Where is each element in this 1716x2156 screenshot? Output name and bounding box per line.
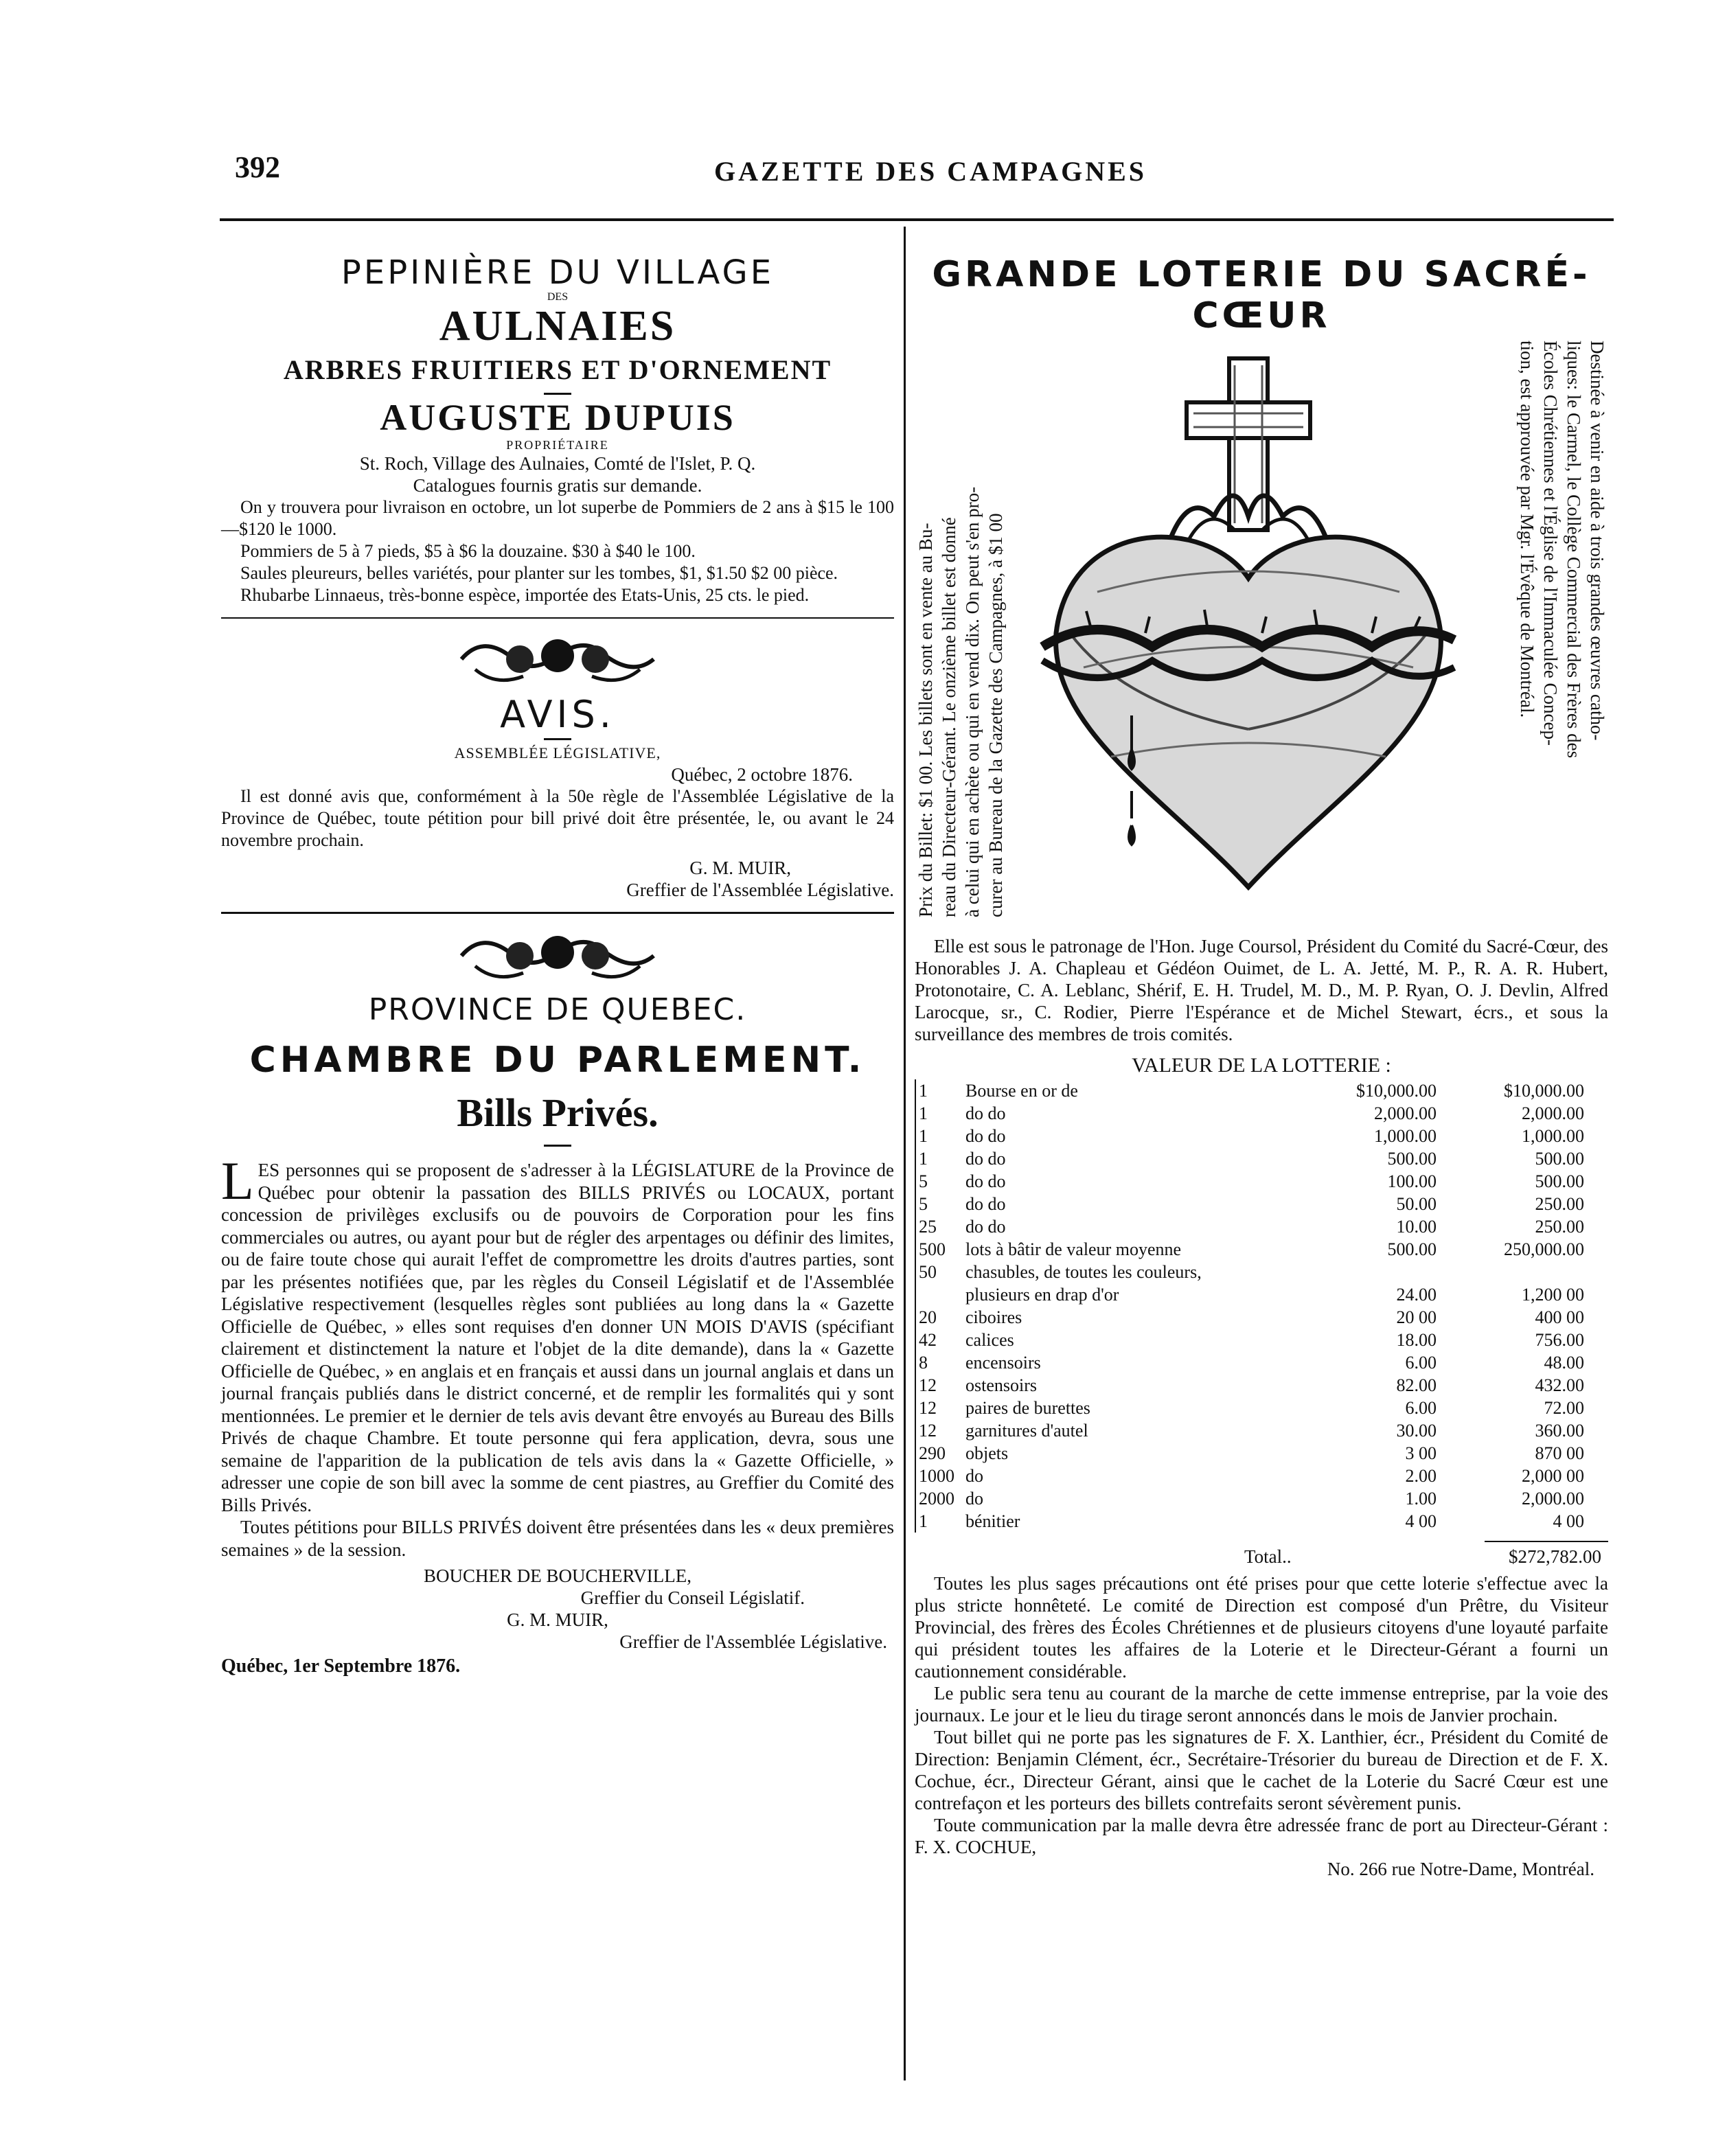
- lottery-row: [915, 1170, 1587, 1193]
- lottery-row-qty: 2000: [915, 1487, 963, 1510]
- lottery-row: [915, 1397, 1587, 1419]
- lottery-side-text-left: Prix du Billet: $1 00. Les billets sont en vente au Bu-: [915, 523, 936, 917]
- lottery-row-qty: [915, 1283, 963, 1306]
- lottery-row-unit: 3 00: [1405, 1443, 1437, 1463]
- lottery-patronage: Elle est sous le patronage de l'Hon. Juge Coursol, Président du Comité du Sacré-Cœur, des Honorables J. A. Chapleau et Gédéon Ouimet, de L. A. Jetté, M. P., R. A. R. Hubert, Protonotaire, C. A. Leblanc, Shérif, E. H. Trudel, M. D., M. P. Ryan, O. J. Devlin, Alfred Larocque, sr., C. Rodier, Pierre l'Espérance et de Michel Stewart, écrs., et sous la surveillance des membres de trois comités.: [915, 936, 1608, 1044]
- lottery-row-qty: 12: [915, 1419, 963, 1442]
- lottery-row: [915, 1419, 1587, 1442]
- lottery-row-total: 48.00: [1544, 1353, 1584, 1373]
- lottery-para1: Toutes les plus sages précautions ont été prises pour que cette loterie s'effectue avec la plus stricte honnêteté. Le comité de Direction est composé d'un Prêtre, du Visiteur Provincial, des frères des Écoles Chrétiennes et de plusieurs citoyens d'une loyauté parfaite qui président toutes les affaires de la Loterie et le Directeur-Gérant a fourni un cautionnement considérable.: [915, 1573, 1608, 1682]
- bills-sig1: BOUCHER DE BOUCHERVILLE,: [423, 1566, 692, 1586]
- lottery-row: [915, 1238, 1587, 1261]
- lottery-row-total: 250.00: [1535, 1217, 1584, 1237]
- lottery-row-qty: 1: [915, 1125, 963, 1147]
- lottery-row-desc: do do: [965, 1103, 1006, 1123]
- floral-ornament: [455, 925, 661, 987]
- lottery-row-unit: 50.00: [1396, 1194, 1437, 1214]
- lottery-row-desc: Bourse en or de: [965, 1081, 1078, 1101]
- lottery-address: No. 266 rue Notre-Dame, Montréal.: [1327, 1859, 1594, 1879]
- separator-rule: [221, 912, 894, 914]
- lottery-row: [915, 1329, 1587, 1351]
- bills-dash: [544, 1145, 571, 1147]
- avis-signature-title: Greffier de l'Assemblée Législative.: [626, 880, 894, 900]
- lottery-row-unit: 6.00: [1405, 1398, 1437, 1418]
- lottery-row-desc: ciboires: [965, 1307, 1022, 1327]
- bills-body-2: Toutes pétitions pour BILLS PRIVÉS doivent être présentées dans les « deux premières semaines » de la session.: [221, 1517, 894, 1560]
- lottery-row: [915, 1510, 1587, 1533]
- lottery-row-qty: 42: [915, 1329, 963, 1351]
- lottery-row-desc: calices: [965, 1330, 1014, 1350]
- lottery-total-row: [915, 1545, 1608, 1572]
- lottery-row-qty: 20: [915, 1306, 963, 1329]
- lottery-row-total: 360.00: [1535, 1421, 1584, 1441]
- bills-title: Bills Privés.: [457, 1090, 659, 1135]
- lottery-row: [915, 1215, 1587, 1238]
- lottery-row: [915, 1147, 1587, 1170]
- lottery-row-qty: 1: [915, 1510, 963, 1533]
- lottery-row-unit: 1.00: [1405, 1489, 1437, 1509]
- lottery-row-unit: 500.00: [1387, 1239, 1437, 1259]
- nursery-dash: [544, 393, 571, 395]
- bills-drop-cap: L: [221, 1151, 254, 1211]
- lottery-row-desc: ostensoirs: [965, 1375, 1037, 1395]
- lottery-row: [915, 1283, 1587, 1306]
- lottery-row: [915, 1079, 1587, 1102]
- lottery-row-qty: 5: [915, 1193, 963, 1215]
- lottery-row-desc: lots à bâtir de valeur moyenne: [965, 1239, 1182, 1259]
- nursery-owner: AUGUSTE DUPUIS: [380, 397, 735, 438]
- sacred-heart-illustration: [1029, 345, 1468, 908]
- lottery-row-qty: 1000: [915, 1465, 963, 1487]
- nursery-item: On y trouvera pour livraison en octobre, un lot superbe de Pommiers de 2 ans à $15 le 100—$120 le 1000.: [221, 497, 894, 539]
- lottery-side-text-left: curer au Bureau de la Gazette des Campagnes, à $1 00: [985, 513, 1006, 917]
- lottery-row-total: 72.00: [1544, 1398, 1584, 1418]
- lottery-row-desc: paires de burettes: [965, 1398, 1090, 1418]
- bills-province: PROVINCE DE QUEBEC.: [368, 992, 747, 1027]
- lottery-para2: Le public sera tenu au courant de la marche de cette immense entreprise, par la voie des journaux. Le jour et le lieu du tirage seront annoncés dans le mois de Janvier prochain.: [915, 1683, 1608, 1725]
- lottery-row-unit: 18.00: [1396, 1330, 1437, 1350]
- floral-ornament: [455, 628, 661, 690]
- lottery-row: [915, 1102, 1587, 1125]
- bills-date: Québec, 1er Septembre 1876.: [221, 1655, 461, 1677]
- lottery-row: [915, 1125, 1587, 1147]
- lottery-row-desc: chasubles, de toutes les couleurs,: [965, 1262, 1202, 1282]
- lottery-row-total: 432.00: [1535, 1375, 1584, 1395]
- avis-notice: [221, 694, 894, 901]
- lottery-row-qty: 1: [915, 1079, 963, 1102]
- lottery-row-qty: 290: [915, 1442, 963, 1465]
- lottery-para3: Tout billet qui ne porte pas les signatures de F. X. Lanthier, écr., Président du Comité de Direction: Benjamin Clément, écr., Secrétaire-Trésorier du bureau de Direction et de F. X. Cochue, écr., Directeur Gérant, ainsi que le cachet de la Loterie du Sacré Cœur est une contrefaçon et les porteurs des billets contrefaits seront sévèrement punis.: [915, 1727, 1608, 1813]
- lottery-row-unit: 82.00: [1396, 1375, 1437, 1395]
- nursery-subtitle: ARBRES FRUITIERS ET D'ORNEMENT: [283, 354, 832, 385]
- nursery-owner-role: PROPRIÉTAIRE: [506, 438, 609, 452]
- lottery-side-text-right: Destinée à venir en aide à trois grandes œuvres catho-: [1587, 341, 1608, 741]
- lottery-row-desc: do do: [965, 1126, 1006, 1146]
- lottery-row-qty: 50: [915, 1261, 963, 1283]
- lottery-row-unit: 2,000.00: [1374, 1103, 1437, 1123]
- lottery-row-total: 870 00: [1535, 1443, 1584, 1463]
- nursery-item: Pommiers de 5 à 7 pieds, $5 à $6 la douzaine. $30 à $40 le 100.: [240, 541, 696, 561]
- lottery-row-unit: 100.00: [1387, 1171, 1437, 1191]
- avis-title: AVIS.: [500, 693, 615, 736]
- lottery-row-total: 250,000.00: [1504, 1239, 1584, 1259]
- lottery-row-unit: [1292, 1261, 1439, 1283]
- bills-sig2: G. M. MUIR,: [507, 1609, 608, 1630]
- lottery-row-total: 2,000 00: [1522, 1466, 1584, 1486]
- lottery-side-text-right: liques: le Carmel, le Collège Commercial des Frères des: [1564, 341, 1584, 759]
- lottery-row-unit: 1,000.00: [1374, 1126, 1437, 1146]
- lottery-row-desc: do do: [965, 1171, 1006, 1191]
- lottery-row: [915, 1465, 1587, 1487]
- lottery-row-desc: plusieurs en drap d'or: [965, 1285, 1119, 1305]
- bills-chamber: CHAMBRE DU PARLEMENT.: [249, 1040, 866, 1081]
- lottery-row-unit: 10.00: [1396, 1217, 1437, 1237]
- total-rule: [1485, 1541, 1608, 1542]
- lottery-row-total: 756.00: [1535, 1330, 1584, 1350]
- separator-rule: [221, 617, 894, 619]
- lottery-row: [915, 1442, 1587, 1465]
- lottery-row: [915, 1374, 1587, 1397]
- bills-notice: [221, 991, 894, 1677]
- lottery-row-total: 1,200 00: [1522, 1285, 1584, 1305]
- lottery-row-total: 250.00: [1535, 1194, 1584, 1214]
- lottery-row-qty: 500: [915, 1238, 963, 1261]
- lottery-row-total: [1439, 1261, 1587, 1283]
- lottery-row-unit: 2.00: [1405, 1466, 1437, 1486]
- lottery-row-desc: bénitier: [965, 1511, 1020, 1531]
- header-rule: [220, 218, 1614, 221]
- nursery-item: Saules pleureurs, belles variétés, pour planter sur les tombes, $1, $1.50 $2 00 pièce.: [240, 563, 838, 583]
- bills-body: [221, 1151, 894, 1516]
- avis-subtitle: ASSEMBLÉE LÉGISLATIVE,: [454, 744, 661, 761]
- nursery-des: DES: [547, 291, 569, 303]
- lottery-valeur-heading: VALEUR DE LA LOTTERIE :: [1132, 1054, 1391, 1077]
- avis-body: Il est donné avis que, conformément à la 50e règle de l'Assemblée Législative de la Province de Québec, toute pétition pour bill privé doit être présentée, le, ou avant le 24 novembre prochain.: [221, 786, 894, 850]
- lottery-row-qty: 12: [915, 1397, 963, 1419]
- lottery-row-total: 1,000.00: [1522, 1126, 1584, 1146]
- lottery-row-qty: 5: [915, 1170, 963, 1193]
- left-column: [221, 254, 894, 1677]
- lottery-row-qty: 12: [915, 1374, 963, 1397]
- lottery-row-total: $10,000.00: [1504, 1081, 1584, 1101]
- lottery-row-desc: encensoirs: [965, 1353, 1041, 1373]
- lottery-row-unit: 24.00: [1396, 1285, 1437, 1305]
- lottery-row-unit: 6.00: [1405, 1353, 1437, 1373]
- lottery-row-total: 400 00: [1535, 1307, 1584, 1327]
- lottery-row-total: 500.00: [1535, 1149, 1584, 1169]
- lottery-row-desc: do: [965, 1489, 983, 1509]
- lottery-row-unit: 4 00: [1405, 1511, 1437, 1531]
- lottery-row: [915, 1261, 1587, 1283]
- lottery-title: GRANDE LOTERIE DU SACRÉ-CŒUR: [932, 254, 1591, 336]
- column-divider: [904, 227, 906, 2080]
- lottery-row-total: 2,000.00: [1522, 1103, 1584, 1123]
- lottery-row-unit: 20 00: [1396, 1307, 1437, 1327]
- lottery-total-label: Total..: [1244, 1546, 1292, 1567]
- bills-body-text: ES personnes qui se proposent de s'adresser à la LÉGISLATURE de la Province de Québec pour obtenir la passation des BILLS PRIVÉS ou LOCAUX, portant concession de privilèges exclusifs ou de pouvoirs de Corporation pour les fins commerciales ou autres, ou ayant pour but de régler des arpentages ou définir des limites, ou de faire toute chose qui aurait l'effet de compromettre les droits d'autres parties, sont par les présentes notifiées que, par les règles du Conseil Législatif et de l'Assemblée Législative respectivement (lesquelles règles sont publiées au long dans la « Gazette Officielle de Québec, » elles sont requises d'en donner UN MOIS D'AVIS (spécifiant clairement et distinctement la nature et l'objet de la dite demande), dans la « Gazette Officielle de Québec, » en anglais et en français et aussi dans un journal anglais et dans un journal français publiés dans le district concerné, et de remplir les formalités qui y sont mentionnées. Le premier et le dernier de tels avis devant être envoyés au Bureau des Bills Privés de chaque Chambre. Et toute personne qui fera application, devra, sous une semaine de l'apparition de la publication de tels avis dans la « Gazette Officielle, » adresser une copie de son bill avec la somme de cent piastres, au Greffier du Comité des Bills Privés.: [221, 1160, 894, 1515]
- lottery-row-qty: 25: [915, 1215, 963, 1238]
- lottery-row-unit: 500.00: [1387, 1149, 1437, 1169]
- lottery-side-text-left: à celui qui en achète ou qui en vend dix. On peut s'en pro-: [962, 486, 983, 917]
- lottery-row: [915, 1351, 1587, 1374]
- lottery-row-total: 4 00: [1553, 1511, 1584, 1531]
- lottery-row-total: 2,000.00: [1522, 1489, 1584, 1509]
- lottery-row-qty: 8: [915, 1351, 963, 1374]
- avis-signature: G. M. MUIR,: [689, 858, 791, 878]
- lottery-side-text-right: Écoles Chrétiennes et l'Église de l'Immaculée Concep-: [1540, 341, 1561, 746]
- bills-sig2-title: Greffier de l'Assemblée Législative.: [619, 1631, 887, 1652]
- running-title: GAZETTE DES CAMPAGNES: [714, 156, 1147, 187]
- nursery-catalogue: Catalogues fournis gratis sur demande.: [413, 475, 702, 496]
- lottery-total-value: $272,782.00: [1509, 1546, 1601, 1567]
- right-column: [915, 254, 1608, 1880]
- lottery-illustration-area: [915, 341, 1608, 931]
- lottery-values-table: [915, 1079, 1588, 1533]
- avis-date: Québec, 2 octobre 1876.: [671, 764, 853, 785]
- lottery-row-desc: do do: [965, 1149, 1006, 1169]
- lottery-row-unit: $10,000.00: [1356, 1081, 1437, 1101]
- nursery-title-line1: PEPINIÈRE DU VILLAGE: [341, 253, 775, 292]
- bills-sig1-title: Greffier du Conseil Législatif.: [580, 1587, 805, 1608]
- lottery-row-desc: objets: [965, 1443, 1009, 1463]
- lottery-row-desc: do do: [965, 1194, 1006, 1214]
- nursery-item: Rhubarbe Linnaeus, très-bonne espèce, importée des Etats-Unis, 25 cts. le pied.: [240, 585, 810, 605]
- avis-dash: [544, 738, 571, 740]
- lottery-row-qty: 1: [915, 1147, 963, 1170]
- lottery-row-qty: 1: [915, 1102, 963, 1125]
- lottery-row-desc: garnitures d'autel: [965, 1421, 1088, 1441]
- lottery-side-text-right: tion, est approuvée par Mgr. l'Évêque de Montréal.: [1517, 341, 1537, 718]
- lottery-para4: Toute communication par la malle devra être adressée franc de port au Directeur-Gérant : F. X. COCHUE,: [915, 1815, 1608, 1857]
- page-number: 392: [235, 150, 280, 184]
- lottery-row-desc: do: [965, 1466, 983, 1486]
- lottery-side-text-left: reau du Directeur-Gérant. Le onzième billet est donné: [939, 517, 959, 917]
- nursery-address: St. Roch, Village des Aulnaies, Comté de l'Islet, P. Q.: [359, 453, 756, 474]
- nursery-advert: [221, 254, 894, 606]
- lottery-row-total: 500.00: [1535, 1171, 1584, 1191]
- lottery-row: [915, 1487, 1587, 1510]
- lottery-row: [915, 1306, 1587, 1329]
- lottery-row-unit: 30.00: [1396, 1421, 1437, 1441]
- lottery-row: [915, 1193, 1587, 1215]
- lottery-row-desc: do do: [965, 1217, 1006, 1237]
- nursery-title-line2: AULNAIES: [439, 303, 676, 349]
